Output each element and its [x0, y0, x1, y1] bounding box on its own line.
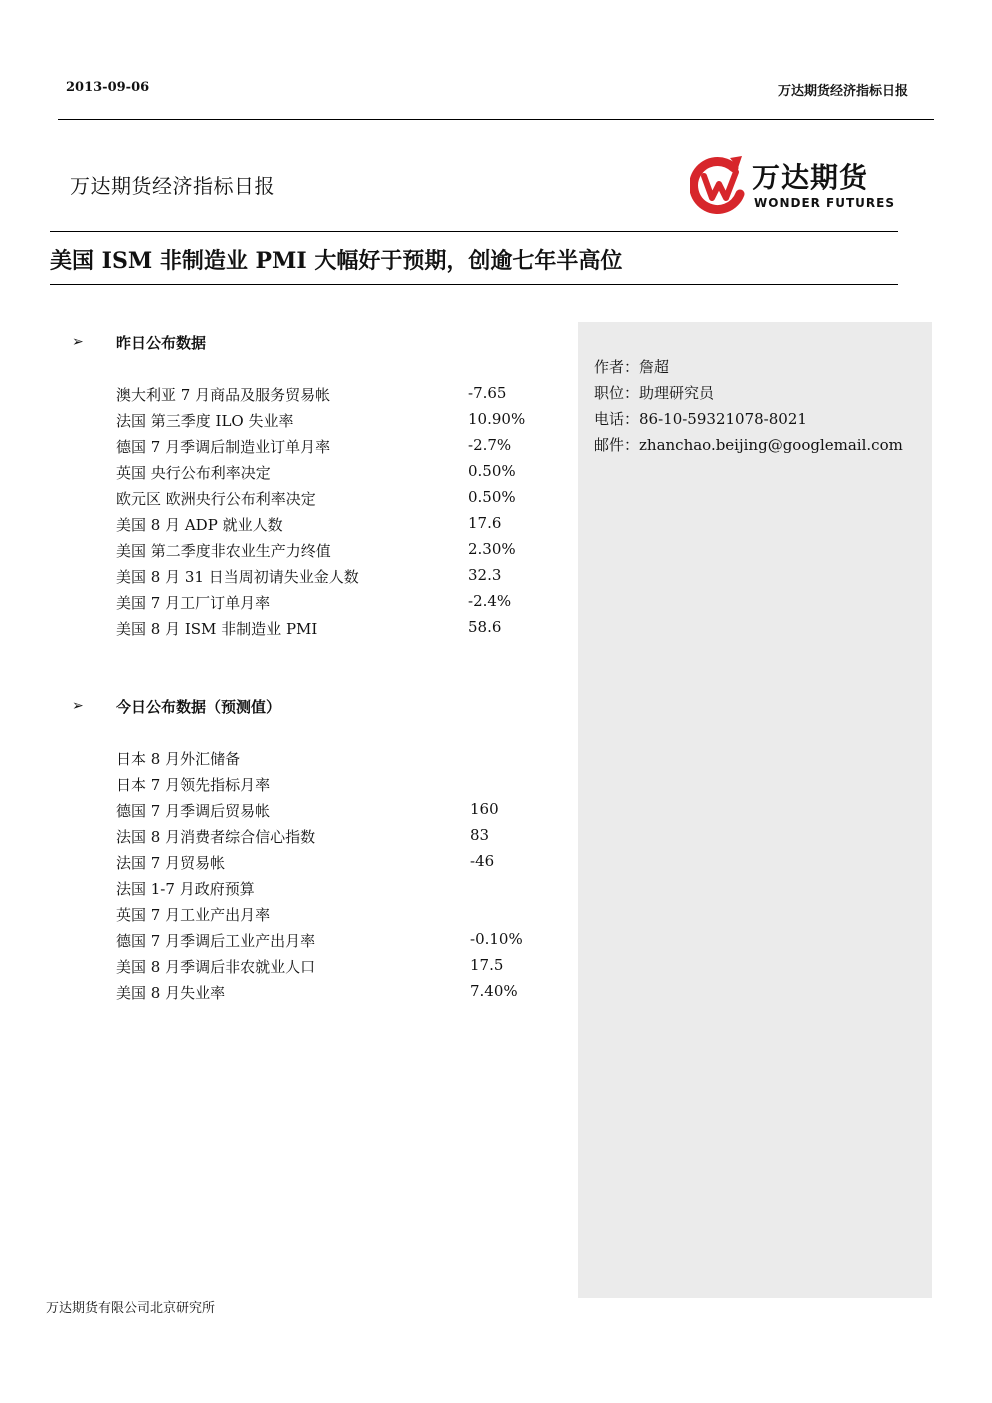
table-row [116, 826, 556, 852]
table-row [116, 384, 556, 410]
indicator-label: 美国 8 月 ADP 就业人数 [116, 516, 283, 534]
contact-author: 作者：詹超 [594, 358, 670, 376]
indicator-value: 83 [470, 826, 490, 844]
indicator-label: 美国 第二季度非农业生产力终值 [116, 542, 331, 560]
title-divider-top [50, 231, 898, 232]
contact-email: 邮件：zhanchao.beijing@googlemail.com [594, 436, 903, 454]
section-title-today: 今日公布数据（预测值） [116, 698, 282, 716]
indicator-label: 美国 8 月 ISM 非制造业 PMI [116, 620, 318, 638]
table-row [116, 904, 556, 930]
indicator-value: 7.40% [470, 982, 518, 1000]
table-row [116, 618, 556, 644]
table-row [116, 592, 556, 618]
indicator-label: 美国 8 月失业率 [116, 984, 226, 1002]
headline: 美国 ISM 非制造业 PMI 大幅好于预期，创逾七年半高位 [50, 248, 623, 274]
indicator-value: -46 [470, 852, 495, 870]
contact-position: 职位：助理研究员 [594, 384, 715, 402]
indicator-value: 2.30% [468, 540, 516, 558]
logo-english-text: WONDER FUTURES [754, 196, 896, 210]
indicator-label: 法国 8 月消费者综合信心指数 [116, 828, 316, 846]
indicator-value: 0.50% [468, 462, 516, 480]
table-row [116, 488, 556, 514]
table-row [116, 956, 556, 982]
indicator-label: 澳大利亚 7 月商品及服务贸易帐 [116, 386, 331, 404]
table-row [116, 748, 556, 774]
table-row [116, 566, 556, 592]
contact-phone: 电话：86-10-59321078-8021 [594, 410, 807, 428]
indicator-label: 德国 7 月季调后工业产出月率 [116, 932, 316, 950]
logo-mark-icon [690, 154, 748, 214]
table-row [116, 800, 556, 826]
header-divider [58, 119, 934, 120]
indicator-label: 日本 7 月领先指标月率 [116, 776, 271, 794]
section-title-yesterday: 昨日公布数据 [116, 334, 207, 352]
indicator-label: 英国 央行公布利率决定 [116, 464, 271, 482]
indicator-label: 德国 7 月季调后贸易帐 [116, 802, 271, 820]
indicator-value: -0.10% [470, 930, 523, 948]
table-row [116, 878, 556, 904]
indicator-value: 32.3 [468, 566, 502, 584]
indicator-value: -2.7% [468, 436, 512, 454]
indicator-value: -2.4% [468, 592, 512, 610]
title-divider-bottom [50, 284, 898, 285]
table-row [116, 982, 556, 1008]
table-row [116, 410, 556, 436]
logo-chinese-text: 万达期货 [752, 161, 869, 194]
indicator-value: 160 [470, 800, 499, 818]
indicator-value: 0.50% [468, 488, 516, 506]
sidebar [578, 322, 932, 1298]
indicator-label: 法国 1-7 月政府预算 [116, 880, 255, 898]
table-row [116, 930, 556, 956]
bullet-arrow-icon: ➢ [72, 698, 84, 714]
table-row [116, 514, 556, 540]
indicator-label: 美国 8 月季调后非农就业人口 [116, 958, 316, 976]
indicator-label: 日本 8 月外汇储备 [116, 750, 241, 768]
indicator-value: 17.6 [468, 514, 502, 532]
footer-company: 万达期货有限公司北京研究所 [46, 1301, 216, 1316]
indicator-value: -7.65 [468, 384, 507, 402]
indicator-value: 10.90% [468, 410, 526, 428]
indicator-label: 德国 7 月季调后制造业订单月率 [116, 438, 331, 456]
indicator-label: 英国 7 月工业产出月率 [116, 906, 271, 924]
table-row [116, 462, 556, 488]
indicator-label: 法国 第三季度 ILO 失业率 [116, 412, 294, 430]
table-row [116, 436, 556, 462]
indicator-label: 美国 8 月 31 日当周初请失业金人数 [116, 568, 359, 586]
header-title: 万达期货经济指标日报 [777, 84, 908, 99]
report-name: 万达期货经济指标日报 [70, 174, 275, 198]
company-logo [690, 154, 900, 216]
bullet-arrow-icon: ➢ [72, 334, 84, 350]
table-row [116, 540, 556, 566]
table-row [116, 774, 556, 800]
indicator-value: 17.5 [470, 956, 504, 974]
table-row [116, 852, 556, 878]
indicator-label: 美国 7 月工厂订单月率 [116, 594, 271, 612]
indicator-value: 58.6 [468, 618, 502, 636]
indicator-label: 法国 7 月贸易帐 [116, 854, 226, 872]
header-date: 2013-09-06 [66, 80, 150, 95]
indicator-label: 欧元区 欧洲央行公布利率决定 [116, 490, 316, 508]
